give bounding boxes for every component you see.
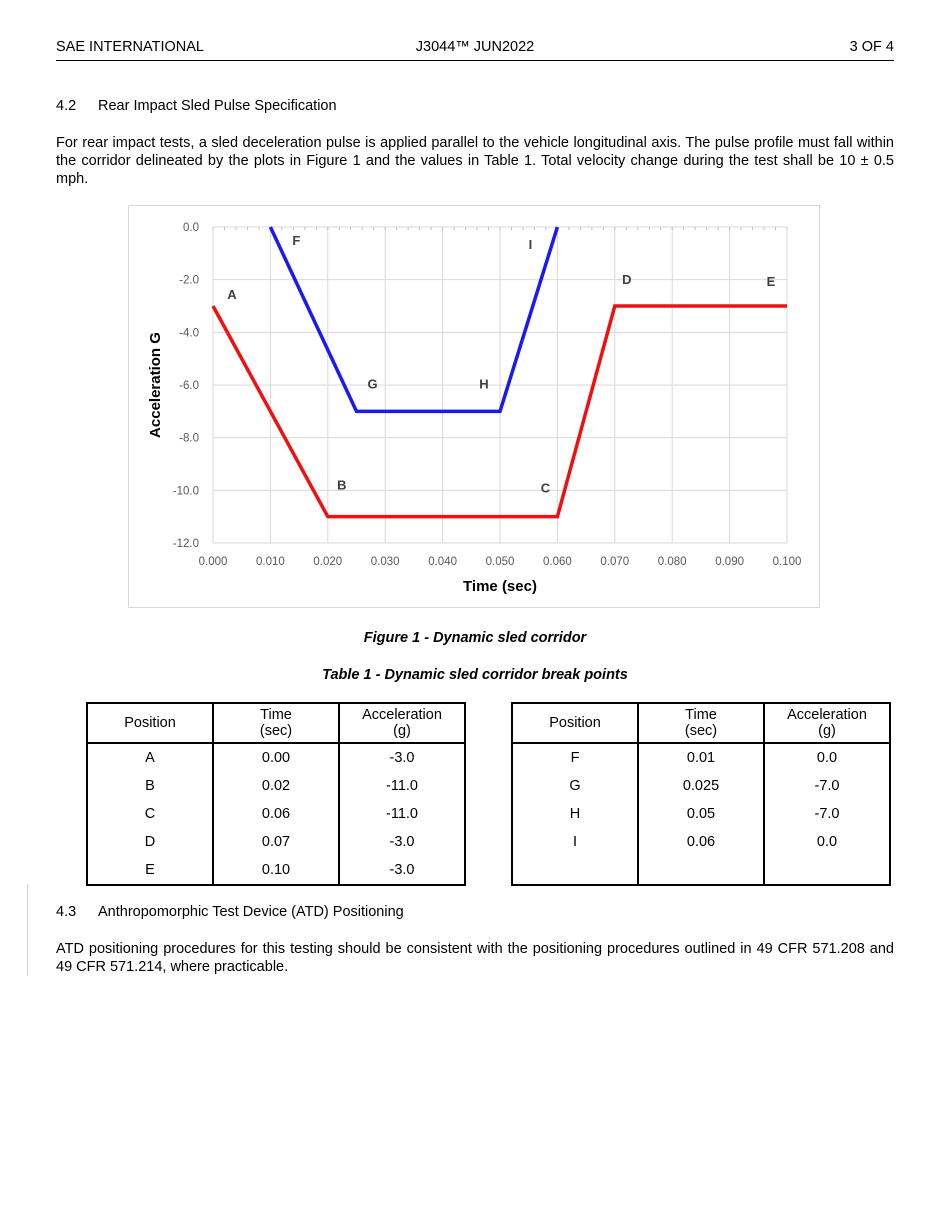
- table-cell: 0.0: [764, 828, 890, 856]
- figure-1-chart-frame: [128, 205, 820, 608]
- table-cell: -3.0: [339, 828, 465, 856]
- table-cell: -7.0: [764, 772, 890, 800]
- point-label-d: D: [622, 272, 632, 287]
- x-tick-label: 0.070: [600, 556, 630, 568]
- margin-change-bar: [27, 884, 28, 976]
- column-header: [638, 703, 764, 743]
- header-organization: SAE INTERNATIONAL: [56, 39, 204, 55]
- point-label-e: E: [766, 274, 776, 289]
- breakpoints-table-right: [511, 702, 891, 886]
- column-header-text: Time: [260, 707, 292, 723]
- x-tick-label: 0.090: [715, 556, 744, 568]
- table-row: [512, 856, 890, 885]
- table-cell: I: [512, 828, 638, 856]
- table-cell: -11.0: [339, 800, 465, 828]
- point-label-b: B: [337, 477, 347, 493]
- table-caption: Table 1 - Dynamic sled corridor break points: [322, 667, 628, 683]
- section-number: 4.2: [56, 98, 77, 114]
- table-cell: 0.06: [638, 828, 764, 856]
- section-4-3-paragraph: ATD positioning procedures for this testing should be consistent with the positioning procedures outlined in 49 CFR 571.208 and 49 CFR 571.214, where practicable.: [56, 941, 894, 975]
- column-header-text: (g): [393, 723, 411, 739]
- table-cell: [764, 856, 890, 885]
- x-tick-label: 0.000: [198, 556, 228, 568]
- section-4-2-heading: [56, 98, 337, 114]
- x-axis-title: Time (sec): [463, 578, 537, 595]
- table-row: [512, 800, 890, 828]
- x-tick-label: 0.010: [256, 556, 285, 568]
- x-tick-label: 0.040: [428, 556, 457, 568]
- x-tick-label: 0.050: [485, 556, 515, 568]
- table-row: [87, 743, 465, 772]
- table-cell: 0.05: [638, 800, 764, 828]
- table-cell: 0.06: [213, 800, 339, 828]
- table-cell: F: [512, 743, 638, 772]
- y-axis-title: Acceleration G: [147, 332, 164, 438]
- table-cell: 0.025: [638, 772, 764, 800]
- dynamic-sled-corridor-chart: [129, 206, 819, 607]
- y-tick-label: -4.0: [179, 327, 199, 340]
- table-cell: H: [512, 800, 638, 828]
- table-cell: -11.0: [339, 772, 465, 800]
- point-label-h: H: [479, 376, 489, 392]
- table-row: [512, 828, 890, 856]
- section-4-2-paragraph: For rear impact tests, a sled deceleration pulse is applied parallel to the vehicle longitudinal axis. The pulse profile must fall within the corridor delineated by the plots in Figure 1 and the values in Table 1. Total velocity change during the test shall be 10 ± 0.5 mph.: [56, 135, 894, 187]
- point-label-g: G: [367, 376, 378, 392]
- table-cell: D: [87, 828, 213, 856]
- column-header-text: (sec): [259, 723, 293, 739]
- column-header: [339, 703, 465, 743]
- table-cell: E: [87, 856, 213, 885]
- table-header-row: [87, 703, 465, 743]
- column-header: [512, 703, 638, 743]
- column-header: [87, 703, 213, 743]
- column-header-text: Time: [685, 707, 717, 723]
- table-cell: [638, 856, 764, 885]
- y-tick-label: -12.0: [172, 538, 199, 550]
- table-row: [512, 772, 890, 800]
- column-header-text: (sec): [684, 723, 718, 739]
- y-tick-label: -2.0: [179, 274, 199, 287]
- point-label-a: A: [227, 287, 237, 302]
- table-cell: 0.02: [213, 772, 339, 800]
- header-page-number: 3 OF 4: [849, 39, 894, 55]
- point-label-c: C: [540, 480, 551, 496]
- point-label-f: F: [292, 233, 301, 248]
- table-cell: A: [87, 743, 213, 772]
- table-row: [87, 828, 465, 856]
- upper-corridor-line: [270, 227, 557, 411]
- table-cell: 0.01: [638, 743, 764, 772]
- figure-caption: Figure 1 - Dynamic sled corridor: [363, 630, 587, 646]
- point-label-i: I: [528, 237, 533, 252]
- y-tick-label: 0.0: [183, 222, 199, 234]
- table-cell: 0.0: [764, 743, 890, 772]
- x-tick-label: 0.020: [313, 556, 343, 568]
- table-cell: [512, 856, 638, 885]
- header-document-id: J3044™ JUN2022: [415, 39, 535, 55]
- column-header-text: (g): [818, 723, 836, 739]
- table-header-row: [512, 703, 890, 743]
- table-row: [87, 856, 465, 885]
- table-cell: G: [512, 772, 638, 800]
- y-tick-label: -10.0: [172, 485, 199, 498]
- x-tick-label: 0.060: [543, 556, 572, 568]
- table-row: [512, 743, 890, 772]
- table-cell: -3.0: [339, 856, 465, 885]
- table-cell: -7.0: [764, 800, 890, 828]
- breakpoints-table-left: [86, 702, 466, 886]
- x-tick-label: 0.030: [370, 556, 400, 568]
- column-header: [213, 703, 339, 743]
- table-cell: 0.10: [213, 856, 339, 885]
- table-row: [87, 800, 465, 828]
- table-cell: C: [87, 800, 213, 828]
- column-header: [764, 703, 890, 743]
- y-tick-label: -6.0: [179, 380, 199, 392]
- x-tick-label: 0.080: [657, 556, 687, 568]
- table-cell: B: [87, 772, 213, 800]
- section-title: Rear Impact Sled Pulse Specification: [98, 98, 337, 114]
- column-header-text: Position: [549, 715, 601, 731]
- column-header-text: Acceleration: [362, 707, 442, 723]
- section-title: Anthropomorphic Test Device (ATD) Positioning: [98, 904, 404, 920]
- column-header-text: Position: [124, 715, 176, 731]
- page-header: [56, 38, 894, 61]
- column-header-text: Acceleration: [787, 707, 867, 723]
- table-row: [87, 772, 465, 800]
- table-cell: 0.00: [213, 743, 339, 772]
- y-tick-label: -8.0: [179, 432, 199, 445]
- table-cell: 0.07: [213, 828, 339, 856]
- section-number: 4.3: [56, 904, 77, 920]
- x-tick-label: 0.100: [772, 556, 802, 568]
- section-4-3-heading: [56, 904, 404, 920]
- table-cell: -3.0: [339, 743, 465, 772]
